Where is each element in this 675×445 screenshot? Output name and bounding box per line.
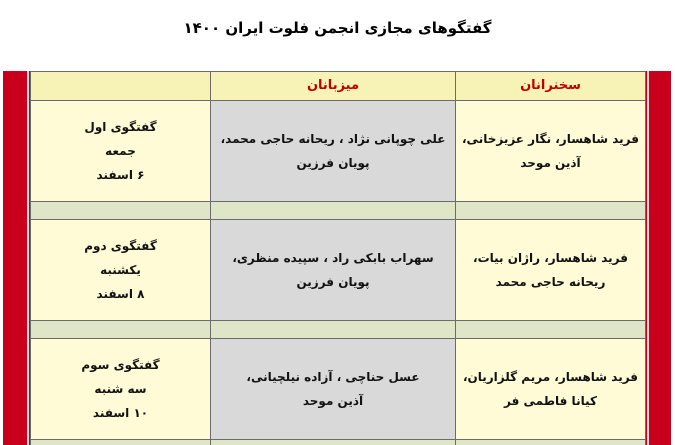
header-row	[31, 72, 646, 101]
header-hosts: میزبانان	[211, 72, 456, 101]
hosts-line: علی چوپانی نژاد ، ریحانه حاجی محمد،	[220, 132, 446, 146]
separator-row	[31, 321, 646, 339]
hosts-line: پویان فرزین	[296, 156, 370, 170]
speakers-line: کیانا فاطمی فر	[504, 394, 597, 408]
session-time-cell	[31, 339, 211, 440]
speakers-line: فرید شاهسار، مریم گلزاریان،	[462, 370, 639, 384]
session-time-cell	[31, 101, 211, 202]
session-name: گفتگوی دوم	[84, 239, 157, 253]
hosts-line: آذین موحد	[302, 394, 364, 408]
hosts-cell	[211, 220, 456, 321]
hosts-cell	[211, 101, 456, 202]
speakers-cell	[456, 220, 646, 321]
session-day: یکشنبه	[100, 263, 141, 277]
speakers-line: فرید شاهسار، نگار عزیزخانی،	[462, 132, 639, 146]
speakers-line: فرید شاهسار، راژان بیات،	[473, 251, 628, 265]
hosts-line: عسل حناچی ، آزاده نیلچیانی،	[246, 370, 420, 384]
hosts-line: پویان فرزین	[296, 275, 370, 289]
speakers-line: آذین موحد	[520, 156, 581, 170]
separator-row	[31, 440, 646, 445]
speakers-cell	[456, 101, 646, 202]
separator-row	[31, 202, 646, 220]
speakers-line: ریحانه حاجی محمد	[495, 275, 606, 289]
session-name: گفتگوی اول	[84, 120, 157, 134]
table-row	[31, 101, 646, 202]
session-date: ۱۰ اسفند	[92, 406, 149, 420]
page-title: گفتگوهای مجازی انجمن فلوت ایران ۱۴۰۰	[183, 19, 492, 37]
schedule-frame	[3, 71, 671, 445]
table-row	[31, 339, 646, 440]
session-name: گفتگوی سوم	[81, 358, 160, 372]
session-time-cell	[31, 220, 211, 321]
table-row	[31, 220, 646, 321]
session-date: ۸ اسفند	[96, 287, 145, 301]
speakers-cell	[456, 339, 646, 440]
frame-border-left	[27, 71, 29, 445]
hosts-line: سهراب بابکی راد ، سپیده منظری،	[232, 251, 434, 265]
header-speakers: سخنرانان	[456, 72, 646, 101]
hosts-cell	[211, 339, 456, 440]
schedule-table	[30, 71, 646, 445]
session-day: جمعه	[105, 144, 136, 158]
frame-border-right	[647, 71, 649, 445]
session-date: ۶ اسفند	[96, 168, 145, 182]
header-cell-empty	[31, 72, 211, 101]
session-day: سه شنبه	[94, 382, 147, 396]
